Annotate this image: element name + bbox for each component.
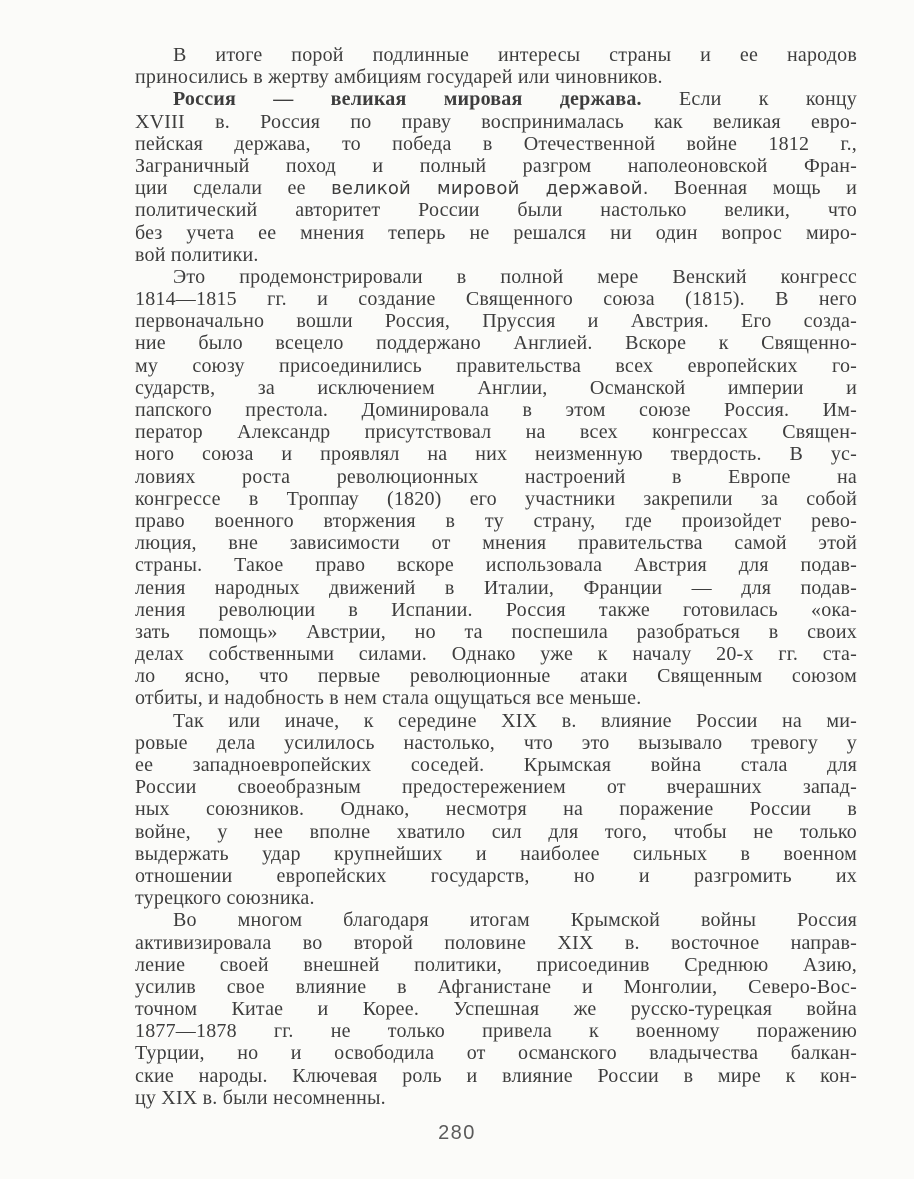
body-text: ции сделали ее — [135, 177, 332, 200]
body-text: отношении европейских государств, но и разгромить их — [135, 864, 857, 887]
body-text: XVIII в. Россия по праву воспринималась как великая евро- — [135, 110, 857, 133]
paragraph — [135, 909, 857, 1109]
text-line — [135, 443, 857, 465]
body-text: конгрессе в Троппау (1820) его участники закрепили за собой — [135, 487, 857, 510]
body-text: ление своей внешней политики, присоединив Среднюю Азию, — [135, 953, 857, 976]
body-text: ее западноевропейских соседей. Крымская война стала для — [135, 754, 857, 776]
text-line — [135, 332, 857, 354]
body-text: усилив свое влияние в Афганистане и Монголии, Северо-Вос- — [135, 975, 857, 998]
paragraph — [135, 88, 857, 266]
text-line — [135, 732, 857, 754]
text-line — [135, 44, 857, 66]
text-line — [135, 643, 857, 665]
text-line — [135, 1087, 857, 1109]
text-line — [135, 222, 857, 244]
text-line — [135, 88, 857, 110]
text-line — [135, 665, 857, 687]
text-line — [135, 687, 857, 709]
body-text: ские народы. Ключевая роль и влияние России в мире к кон- — [135, 1064, 857, 1087]
body-text: первоначально вошли Россия, Пруссия и Австрия. Его созда- — [135, 310, 857, 333]
body-text: ления народных движений в Италии, Франции — для подав- — [135, 576, 857, 599]
text-line — [135, 377, 857, 399]
body-text: без учета ее мнения теперь не решался ни один вопрос миро- — [135, 221, 857, 244]
text-line — [135, 266, 857, 288]
text-line — [135, 488, 857, 510]
text-line — [135, 355, 857, 377]
body-text: выдержать удар крупнейших и наиболее сильных в военном — [135, 842, 857, 865]
bold-heading-text: Россия — великая мировая держава. — [173, 88, 642, 111]
text-line — [135, 155, 857, 177]
text-line — [135, 288, 857, 310]
text-line — [135, 554, 857, 576]
body-text: ловиях роста революционных настроений в Европе на — [135, 465, 857, 488]
paragraph — [135, 710, 857, 910]
text-line — [135, 577, 857, 599]
text-line — [135, 1042, 857, 1064]
text-line — [135, 843, 857, 865]
body-text: Так или иначе, к середине XIX в. влияние России на ми- — [173, 709, 857, 732]
text-line — [135, 932, 857, 954]
body-text: люция, вне зависимости от мнения правительства самой этой — [135, 532, 857, 555]
body-text: право военного вторжения в ту страну, где произойдет рево- — [135, 509, 857, 532]
body-text: Заграничный поход и полный разгром наполеоновской Фран- — [135, 154, 857, 177]
body-text: цу XIX в. были несомненны. — [135, 1086, 386, 1109]
body-text: ления революции в Испании. Россия также готовилась «ока- — [135, 598, 857, 621]
text-line — [135, 821, 857, 843]
page-number: 280 — [438, 1122, 476, 1144]
text-line — [135, 177, 857, 199]
text-line — [135, 710, 857, 732]
text-line — [135, 66, 857, 88]
body-text: Если к концу — [641, 88, 857, 111]
text-line — [135, 798, 857, 820]
body-text: ровые дела усилилось настолько, что это вызывало тревогу у — [135, 731, 857, 754]
text-line — [135, 621, 857, 643]
text-line — [135, 754, 857, 776]
body-text: зать помощь» Австрии, но та поспешила разобраться в своих — [135, 620, 857, 643]
text-line — [135, 776, 857, 798]
paragraph — [135, 266, 857, 710]
text-line — [135, 421, 857, 443]
body-text: ние было всецело поддержано Англией. Вскоре к Священно- — [135, 332, 857, 355]
text-line — [135, 1065, 857, 1087]
text-line — [135, 244, 857, 266]
text-block — [135, 44, 857, 1109]
text-line — [135, 133, 857, 155]
text-line — [135, 199, 857, 221]
paragraph — [135, 44, 857, 88]
text-line — [135, 532, 857, 554]
body-text: России своеобразным предостережением от вчерашних запад- — [135, 776, 857, 799]
text-line — [135, 510, 857, 532]
text-line — [135, 111, 857, 133]
text-line — [135, 887, 857, 909]
body-text: 1877—1878 гг. не только привела к военному поражению — [135, 1020, 857, 1043]
body-text: ператор Александр присутствовал на всех конгрессах Священ- — [135, 421, 857, 444]
body-text: Военная мощь и — [648, 177, 857, 200]
emphasized-text: великой мировой державой. — [331, 178, 649, 200]
text-line — [135, 976, 857, 998]
body-text: Во многом благодаря итогам Крымской войны Россия — [173, 909, 857, 932]
body-text: Турции, но и освободила от османского владычества балкан- — [135, 1042, 857, 1065]
text-line — [135, 1020, 857, 1042]
text-line — [135, 466, 857, 488]
body-text: приносились в жертву амбициям государей или чиновников. — [135, 66, 663, 89]
body-text: делах собственными силами. Однако уже к началу 20-х гг. ста- — [135, 643, 857, 666]
body-text: Это продемонстрировали в полной мере Венский конгресс — [173, 265, 857, 288]
body-text: сударств, за исключением Англии, Османской империи и — [135, 376, 857, 399]
body-text: точном Китае и Корее. Успешная же русско-турецкая война — [135, 998, 857, 1021]
text-line — [135, 310, 857, 332]
text-line — [135, 865, 857, 887]
body-text: вой политики. — [135, 243, 259, 266]
body-text: ло ясно, что первые революционные атаки Священным союзом — [135, 665, 857, 688]
body-text: В итоге порой подлинные интересы страны и ее народов — [173, 44, 857, 66]
text-line — [135, 399, 857, 421]
body-text: му союзу присоединились правительства всех европейских го- — [135, 354, 857, 377]
body-text: отбиты, и надобность в нем стала ощущаться все меньше. — [135, 687, 642, 710]
body-text: 1814—1815 гг. и создание Священного союза (1815). В него — [135, 288, 857, 311]
body-text: активизировала во второй половине XIX в. восточное направ- — [135, 931, 857, 954]
body-text: турецкого союзника. — [135, 887, 315, 910]
body-text: политический авторитет России были настолько велики, что — [135, 199, 857, 222]
body-text: страны. Такое право вскоре использовала Австрия для подав- — [135, 554, 857, 577]
body-text: ного союза и проявлял на них неизменную твердость. В ус- — [135, 443, 857, 466]
body-text: пейская держава, то победа в Отечественной войне 1812 г., — [135, 132, 857, 155]
text-line — [135, 998, 857, 1020]
text-line — [135, 599, 857, 621]
body-text: папского престола. Доминировала в этом союзе Россия. Им- — [135, 399, 857, 421]
body-text: ных союзников. Однако, несмотря на поражение России в — [135, 798, 857, 821]
text-line — [135, 909, 857, 931]
text-line — [135, 954, 857, 976]
body-text: войне, у нее вполне хватило сил для того, чтобы не только — [135, 820, 857, 843]
